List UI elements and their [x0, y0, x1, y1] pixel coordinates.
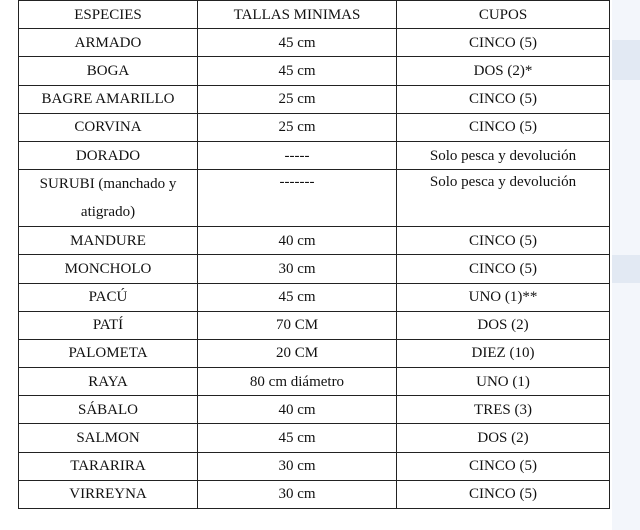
- species-cell: BOGA: [19, 57, 198, 85]
- table-row: [19, 424, 610, 452]
- table-row: [19, 141, 610, 169]
- header-especies: ESPECIES: [19, 1, 198, 29]
- quota-cell: CINCO (5): [397, 480, 610, 508]
- min-size-cell: 45 cm: [198, 29, 397, 57]
- species-cell: BAGRE AMARILLO: [19, 85, 198, 113]
- species-cell: PATÍ: [19, 311, 198, 339]
- min-size-cell: 30 cm: [198, 255, 397, 283]
- quota-cell: CINCO (5): [397, 255, 610, 283]
- quota-cell: Solo pesca y devolución: [397, 141, 610, 169]
- table-row: [19, 170, 610, 227]
- header-cupos: CUPOS: [397, 1, 610, 29]
- min-size-cell: -----: [198, 141, 397, 169]
- background-window-strip: [612, 40, 640, 80]
- quota-cell: TRES (3): [397, 396, 610, 424]
- species-cell: SÁBALO: [19, 396, 198, 424]
- quota-cell: DIEZ (10): [397, 339, 610, 367]
- species-cell: MANDURE: [19, 227, 198, 255]
- species-cell: ARMADO: [19, 29, 198, 57]
- quota-cell: UNO (1)**: [397, 283, 610, 311]
- header-tallas-minimas: TALLAS MINIMAS: [198, 1, 397, 29]
- table-row: [19, 480, 610, 508]
- table-row: [19, 85, 610, 113]
- min-size-cell: 40 cm: [198, 396, 397, 424]
- quota-cell: CINCO (5): [397, 85, 610, 113]
- species-cell: RAYA: [19, 368, 198, 396]
- table-row: [19, 283, 610, 311]
- min-size-cell: 20 CM: [198, 339, 397, 367]
- min-size-cell: 45 cm: [198, 424, 397, 452]
- background-window-strip: [612, 255, 640, 283]
- table-row: [19, 311, 610, 339]
- table-row: [19, 255, 610, 283]
- min-size-cell: 40 cm: [198, 227, 397, 255]
- species-cell: PACÚ: [19, 283, 198, 311]
- quota-cell: CINCO (5): [397, 113, 610, 141]
- quota-cell: CINCO (5): [397, 452, 610, 480]
- min-size-cell: 30 cm: [198, 480, 397, 508]
- table-header-row: [19, 1, 610, 29]
- species-cell: VIRREYNA: [19, 480, 198, 508]
- quota-cell: Solo pesca y devolución: [397, 170, 610, 227]
- table-row: [19, 113, 610, 141]
- quota-cell: UNO (1): [397, 368, 610, 396]
- min-size-cell: 30 cm: [198, 452, 397, 480]
- species-cell: SALMON: [19, 424, 198, 452]
- min-size-cell: -------: [198, 170, 397, 227]
- table-row: [19, 29, 610, 57]
- species-cell: TARARIRA: [19, 452, 198, 480]
- table-row: [19, 57, 610, 85]
- min-size-cell: 45 cm: [198, 283, 397, 311]
- species-cell: SURUBI (manchado y atigrado): [19, 170, 198, 227]
- table-row: [19, 396, 610, 424]
- min-size-cell: 80 cm diámetro: [198, 368, 397, 396]
- quota-cell: DOS (2)*: [397, 57, 610, 85]
- quota-cell: CINCO (5): [397, 227, 610, 255]
- species-cell: CORVINA: [19, 113, 198, 141]
- min-size-cell: 25 cm: [198, 113, 397, 141]
- fishing-regulations-table: [18, 0, 610, 509]
- min-size-cell: 45 cm: [198, 57, 397, 85]
- table-row: [19, 227, 610, 255]
- table-row: [19, 452, 610, 480]
- quota-cell: DOS (2): [397, 311, 610, 339]
- species-cell: DORADO: [19, 141, 198, 169]
- quota-cell: DOS (2): [397, 424, 610, 452]
- table-row: [19, 368, 610, 396]
- quota-cell: CINCO (5): [397, 29, 610, 57]
- table-row: [19, 339, 610, 367]
- species-cell: MONCHOLO: [19, 255, 198, 283]
- min-size-cell: 70 CM: [198, 311, 397, 339]
- species-cell: PALOMETA: [19, 339, 198, 367]
- min-size-cell: 25 cm: [198, 85, 397, 113]
